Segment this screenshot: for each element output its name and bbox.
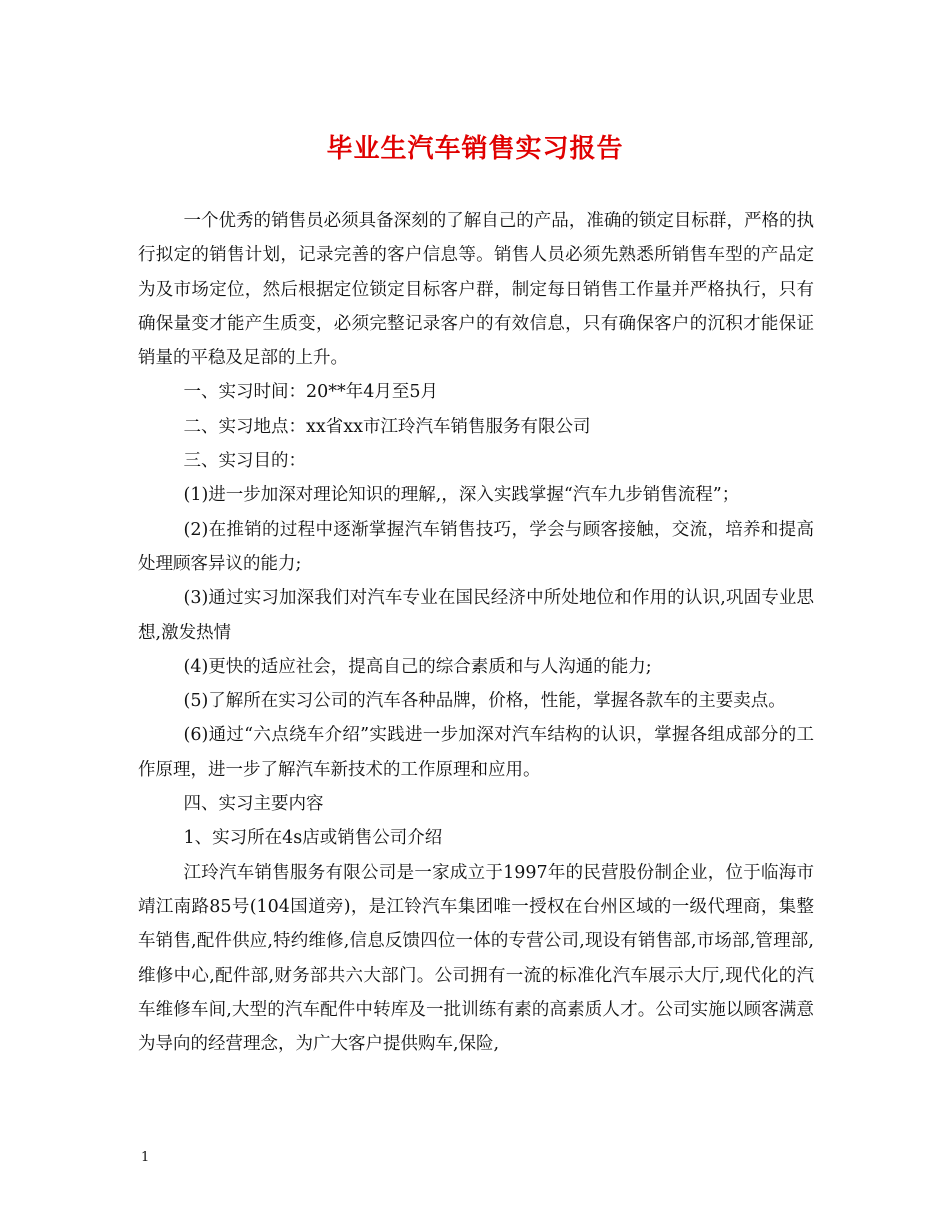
- internship-time: 一、实习时间：20**年4月至5月: [183, 382, 439, 403]
- internship-purpose-heading: 三、实习目的：: [183, 451, 306, 472]
- main-content-heading: 四、实习主要内容: [183, 794, 324, 815]
- company-intro-heading: 1、实习所在4s店或销售公司介绍: [183, 828, 443, 849]
- page-number: 1: [141, 1150, 150, 1165]
- intro-paragraph: 一个优秀的销售员必须具备深刻的了解自己的产品，准确的锁定目标群，严格的执行拟定的销售计划，记录完善的客户信息等。销售人员必须先熟悉所销售车型的产品定为及市场定位，然后根据定位锁定目标客户群，制定每日销售工作量并严格执行，只有确保量变才能产生质变，必须完整记录客户的有效信息，只有确保客户的沉积才能保证销量的平稳及足部的上升。: [138, 211, 814, 369]
- document-title: 毕业生汽车销售实习报告: [326, 134, 624, 164]
- company-intro-paragraph: 江玲汽车销售服务有限公司是一家成立于1997年的民营股份制企业，位于临海市靖江南路85号(104国道旁)，是江铃汽车集团唯一授权在台州区域的一级代理商，集整车销售,配件供应,特约维修,信息反馈四位一体的专营公司,现设有销售部,市场部,管理部,维修中心,配件部,财务部共六大部门。公司拥有一流的标准化汽车展示大厅,现代化的汽车维修车间,大型的汽车配件中转库及一批训练有素的高素质人才。公司实施以顾客满意为导向的经营理念，为广大客户提供购车,保险,: [138, 862, 814, 1055]
- document-body: [138, 204, 814, 1061]
- purpose-item-2: (2)在推销的过程中逐渐掌握汽车销售技巧，学会与顾客接触，交流，培养和提高处理顾客异议的能力;: [138, 519, 814, 574]
- purpose-item-1: (1)进一步加深对理论知识的理解,，深入实践掌握“汽车九步销售流程”；: [183, 485, 740, 506]
- purpose-item-4: (4)更快的适应社会，提高自己的综合素质和与人沟通的能力;: [183, 656, 652, 677]
- purpose-item-3: (3)通过实习加深我们对汽车专业在国民经济中所处地位和作用的认识,巩固专业思想,激发热情: [138, 588, 814, 643]
- purpose-item-6: (6)通过“六点绕车介绍”实践进一步加深对汽车结构的认识，掌握各组成部分的工作原理，进一步了解汽车新技术的工作原理和应用。: [138, 725, 814, 780]
- internship-location: 二、实习地点：xx省xx市江玲汽车销售服务有限公司: [183, 416, 591, 437]
- purpose-item-5: (5)了解所在实习公司的汽车各种品牌，价格，性能，掌握各款车的主要卖点。: [183, 691, 786, 712]
